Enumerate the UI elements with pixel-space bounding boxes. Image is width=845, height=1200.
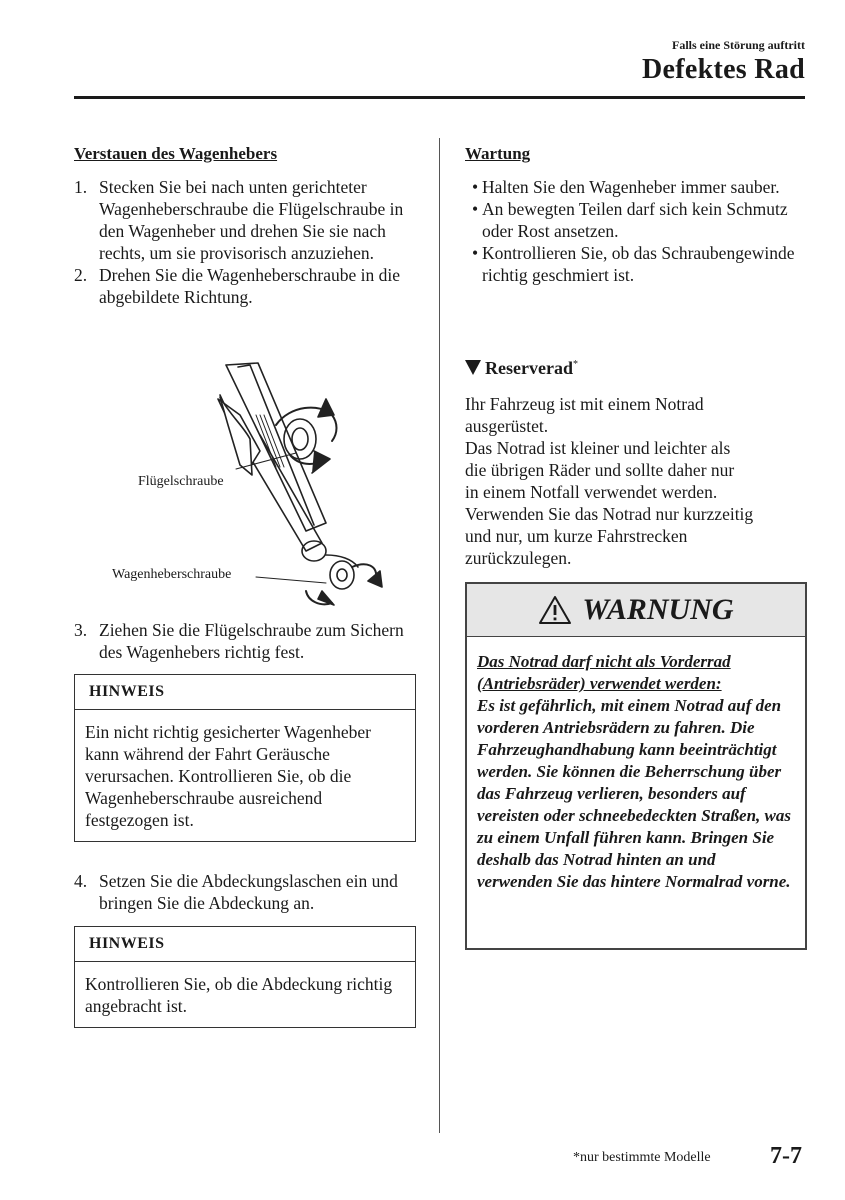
step-text: Drehen Sie die Wagenheberschraube in die abgebildete Richtung. [99, 265, 400, 307]
reserve-line: zurückzulegen. [465, 548, 572, 568]
reserve-line: in einem Notfall verwendet werden. [465, 482, 718, 502]
warning-title: WARNUNG [582, 593, 734, 626]
step-number: 1. [74, 177, 88, 197]
reserve-paragraph [465, 393, 805, 569]
note-heading: HINWEIS [75, 927, 415, 962]
steps-list-a [74, 176, 419, 308]
reserve-line: ausgerüstet. [465, 416, 549, 436]
section-triangle-icon [465, 360, 481, 375]
step-item [74, 870, 419, 914]
note-heading: HINWEIS [75, 675, 415, 710]
warning-lead: Das Notrad darf nicht als Vorderrad (Antriebsräder) verwendet werden: [477, 652, 731, 693]
list-item-text: Halten Sie den Wagenheber immer sauber. [482, 177, 780, 197]
step-text: Ziehen Sie die Flügelschraube zum Sichern des Wagenhebers richtig fest. [99, 620, 404, 662]
note-text: Ein nicht richtig gesicherter Wagenheber kann während der Fahrt Geräusche verursachen. Kontrollieren Sie, ob die Wagenheberschraube ausreichend festgezogen ist. [85, 722, 371, 830]
list-item-text: Kontrollieren Sie, ob das Schraubengewinde richtig geschmiert ist. [482, 243, 795, 285]
list-item-text: An bewegten Teilen darf sich kein Schmutz oder Rost ansetzen. [482, 199, 788, 241]
label-jack-screw: Wagenheberschraube [112, 567, 232, 582]
footnote: *nur bestimmte Modelle [573, 1150, 711, 1165]
note-box-2 [74, 926, 416, 1028]
list-item [465, 198, 800, 242]
list-item [465, 242, 800, 286]
step-number: 2. [74, 265, 88, 285]
steps-list-c [74, 870, 419, 914]
reserve-line: Ihr Fahrzeug ist mit einem Notrad [465, 394, 704, 414]
step-item [74, 176, 419, 264]
note-text: Kontrollieren Sie, ob die Abdeckung richtig angebracht ist. [85, 974, 393, 1016]
bullet-glyph: • [472, 243, 479, 263]
step-text: Stecken Sie bei nach unten gerichteter Wagenheberschraube die Flügelschraube in den Wagenheber und drehen Sie sie nach rechts, um sie provisorisch anzuziehen. [99, 177, 404, 263]
reserve-title: Reserverad [485, 358, 573, 378]
step-item [74, 264, 419, 308]
chapter-title: Falls eine Störung auftritt [672, 38, 805, 52]
warning-triangle-icon [538, 595, 572, 625]
column-divider [439, 138, 440, 1133]
warning-header [467, 584, 805, 637]
list-item [465, 176, 800, 198]
page-title: Defektes Rad [641, 54, 805, 85]
bullet-glyph: • [472, 177, 479, 197]
reserve-line: Verwenden Sie das Notrad nur kurzzeitig [465, 504, 754, 524]
reserve-line: die übrigen Räder und sollte daher nur [465, 460, 735, 480]
reserve-line: und nur, um kurze Fahrstrecken [465, 526, 688, 546]
step-text: Setzen Sie die Abdeckungslaschen ein und bringen Sie die Abdeckung an. [99, 871, 398, 913]
page-number: 7-7 [770, 1143, 802, 1169]
section-title-storing-jack: Verstauen des Wagenhebers [74, 144, 278, 163]
step-number: 3. [74, 620, 88, 640]
section-title-maintenance: Wartung [465, 144, 531, 163]
warning-body [467, 637, 805, 903]
reserve-line: Das Notrad ist kleiner und leichter als [465, 438, 731, 458]
label-wing-bolt: Flügelschraube [138, 474, 224, 489]
maintenance-list [465, 176, 800, 286]
step-item [74, 619, 419, 663]
warning-box [465, 582, 807, 950]
bullet-glyph: • [472, 199, 479, 219]
note-box-1 [74, 674, 416, 842]
steps-list-b [74, 619, 419, 663]
step-number: 4. [74, 871, 88, 891]
reserve-footnote-mark: * [572, 359, 578, 370]
reserve-heading [465, 358, 578, 379]
header-rule [74, 96, 805, 99]
warning-text: Es ist gefährlich, mit einem Notrad auf den vorderen Antriebsrädern zu fahren. Die Fahrzeughandhabung kann beeinträchtigt werden. Sie können die Beherrschung über das Fahrzeug verlieren, besonders auf vereisten oder schneebedeckten Straßen, was zu einem Unfall führen kann. Bringen Sie deshalb das Notrad hinten an und verwenden Sie das hintere Normalrad vorne. [477, 696, 791, 891]
